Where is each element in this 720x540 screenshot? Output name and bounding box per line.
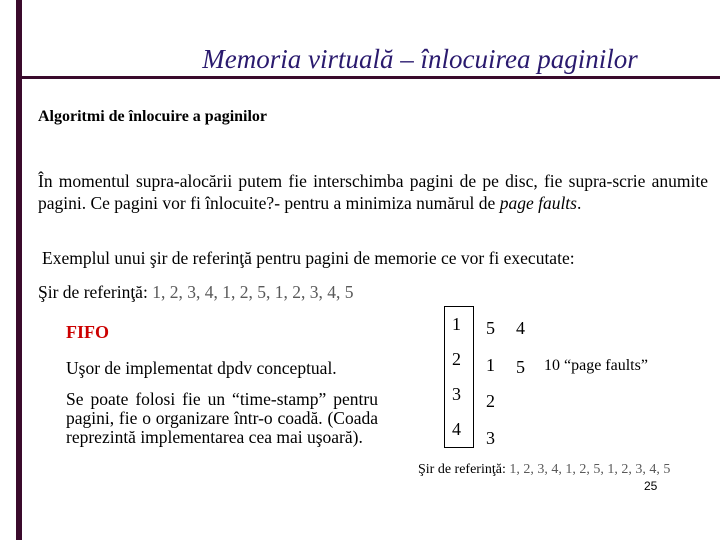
reference-string: [38, 282, 353, 303]
reference-values: 1, 2, 3, 4, 1, 2, 5, 1, 2, 3, 4, 5: [152, 282, 354, 302]
slide-title: Memoria virtuală – înlocuirea paginilor: [202, 44, 638, 74]
intro-text: În momentul supra-alocării putem fie interschimba pagini de pe disc, fie supra-scrie anumite pagini. Ce pagini vor fi înlocuite?- pentru a minimiza numărul de: [38, 171, 708, 213]
left-accent-bar: [16, 0, 22, 540]
frame-cell: 4: [452, 419, 461, 439]
fifo-heading: FIFO: [66, 322, 109, 342]
frame-col2-value: 2: [486, 391, 495, 411]
fifo-note: Se poate folosi fie un “time-stamp” pentru pagini, fie o organizare într-o coadă. (Coada reprezintă implementarea cea mai uşoară).: [66, 389, 378, 447]
frame-table: [444, 306, 474, 448]
intro-paragraph: [38, 170, 708, 214]
title-underline: [22, 76, 720, 79]
frame-cell: 3: [452, 384, 461, 404]
reference-string-small: [418, 462, 670, 478]
slide-subtitle: Algoritmi de înlocuire a paginilor: [38, 108, 268, 125]
frame-col2-value: 3: [486, 428, 495, 448]
page-faults-count: 10 “page faults”: [544, 357, 648, 374]
frame-cell: 1: [452, 314, 461, 334]
intro-end: .: [576, 193, 582, 213]
frame-col3-value: 4: [516, 318, 525, 338]
reference-label: Şir de referinţă:: [38, 282, 148, 302]
frame-cell: 2: [452, 349, 461, 369]
frame-col2-value: 5: [486, 318, 495, 338]
frame-col3-value: 5: [516, 357, 525, 377]
example-text: Exemplul unui şir de referinţă pentru pagini de memorie ce vor fi executate:: [42, 248, 575, 268]
reference-label-small: Şir de referinţă:: [418, 462, 506, 477]
frame-col2-value: 1: [486, 355, 495, 375]
reference-values-small: 1, 2, 3, 4, 1, 2, 5, 1, 2, 3, 4, 5: [509, 462, 671, 477]
fifo-easy-text: Uşor de implementat dpdv conceptual.: [66, 358, 337, 378]
intro-italic-term: page faults: [499, 193, 577, 213]
page-number: 25: [644, 479, 658, 493]
